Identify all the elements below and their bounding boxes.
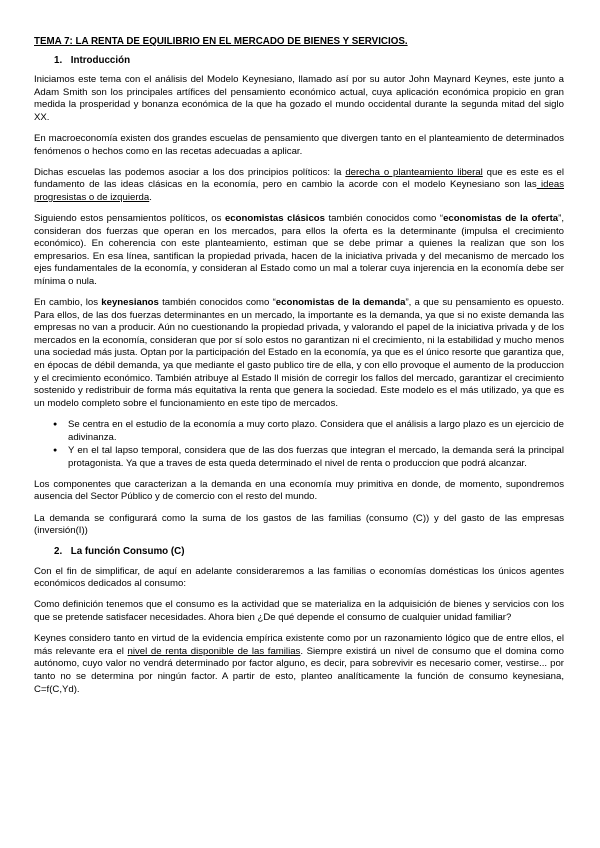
- paragraph-keynes-intro: Iniciamos este tema con el análisis del Modelo Keynesiano, llamado así por su autor John Maynard Keynes, este junto a Adam Smith son los principales artífices del pensamiento económico actual, cuya aplicación económica propicio en gran medida la prosperidad y bonanza económica de la que ha gozado el mundo occidental durante la segunda mitad del siglo XX.: [34, 74, 564, 123]
- document-title: TEMA 7: LA RENTA DE EQUILIBRIO EN EL MERCADO DE BIENES Y SERVICIOS.: [34, 36, 408, 47]
- paragraph-escuelas: En macroeconomía existen dos grandes escuelas de pensamiento que divergen tanto en el planteamiento de determinados fenómenos o hechos como en las recetas adecuadas a aplicar.: [34, 133, 564, 157]
- bold-keynesianos: keynesianos: [101, 297, 159, 309]
- bold-economistas-demanda: economistas de la demanda: [275, 297, 406, 309]
- paragraph-principios-politicos: Dichas escuelas las podemos asociar a los dos principios políticos: la derecha o planteamiento liberal que es este es el fundamento de las ideas clásicas en la economía, pero en cambio la acorde con el modelo Keynesiano son las ideas progresistas o de izquierda.: [34, 166, 565, 203]
- list-item: ● Se centra en el estudio de la economía a muy corto plazo. Considera que el análisis a largo plazo es un ejercicio de adivinanza.: [68, 419, 564, 444]
- section-title: Introducción: [70, 54, 131, 66]
- underlined-derecha: derecha o planteamiento liberal: [345, 166, 483, 178]
- bullet-list: [34, 419, 564, 470]
- paragraph-funcion-consumo: Keynes considero tanto en virtud de la evidencia empírica existente como por un razonamiento lógico que de entre ellos, el más relevante era el nivel de renta disponible de las familias. Siempre existirá un nivel de consumo que el domina como autónomo, cuyo valor no vendrá determinado por factor alguno, es decir, para sobrevivir es necesario comer, vestirse... por tanto no se determina por ningún factor. A partir de esto, planteo analíticamente la función de consumo keynesiana, C=f(C,Yd).: [34, 633, 564, 695]
- underlined-izquierda: ideas progresistas o de izquierda: [34, 179, 564, 203]
- paragraph-componentes: Los componentes que caracterizan a la demanda en una economía muy primitiva en donde, de momento, supondremos ausencia del Sector Público y de comercio con el resto del mundo.: [34, 478, 564, 503]
- paragraph-simplificar: Con el fin de simplificar, de aquí en adelante consideraremos a las familias o economías domésticas los únicos agentes económicos dedicados al consumo:: [34, 565, 564, 590]
- bold-economistas-oferta: economistas de la oferta: [443, 213, 559, 225]
- underlined-renta-disponible: nivel de renta disponible de las familias: [127, 645, 301, 657]
- section-number: 2.: [54, 546, 63, 558]
- paragraph-keynesianos: En cambio, los keynesianos también conocidos como “economistas de la demanda”, a que su pensamiento es opuesto. Para ellos, de las dos fuerzas determinantes en un mercado, la importante es la demanda, ya que si no existe demanda las empresas no van a producir. Aún no cuestionando la propiedad privada, y valorando el papel de la iniciativa privada y de los mercados en la economía, consideran que por sí solo estos no garantizan ni el crecimiento, ni la estabilidad y mucho menos una sociedad más justa. Optan por la participación del Estado en la economía, ya que es el único resorte que garantiza que, en épocas de débil demanda, ya que mediante el gasto publico tire de ella, y con ello provoque el aumento de la produccion y el crecimiento económico. También atribuye al Estado ll misión de corregir los fallos del mercado, garantizar el crecimiento sostenido y redistribuir de forma más equitativa la renta que genera la sociedad. Este modelo es el más utilizado, ya que es un modelo completo sobre el funcionamiento en este tipo de mercados.: [34, 297, 565, 409]
- section-title: La función Consumo (C): [70, 546, 185, 558]
- document-page: [34, 36, 564, 705]
- section-number: 1.: [54, 54, 63, 66]
- section-heading-consumo: [34, 546, 564, 559]
- paragraph-definicion-consumo: Como definición tenemos que el consumo es la actividad que se materializa en la adquisición de bienes y servicios con los que se pretende satisfacer necesidades. Ahora bien ¿De qué depende el consumo de cualquier unidad familiar?: [34, 599, 564, 624]
- paragraph-demanda: La demanda se configurará como la suma de los gastos de las familias (consumo (C)) y del gasto de las empresas (inversión(I)): [34, 512, 564, 537]
- paragraph-clasicos: Siguiendo estos pensamientos políticos, os economistas clásicos también conocidos como “economistas de la oferta”, consideran dos fuerzas que operan en los mercados, para ellos la oferta es la determinante (impulsa el crecimiento económico). En coherencia con este planteamiento, estiman que se debe primar a quienes la realizan que son los empresarios. En esa línea, santifican la propiedad privada, hacen de la iniciativa privada y del mecanismo de mercado los ejes fundamentales de la economía, y consideran al Estado como un mal a tolerar cuya injerencia en la economía debe ser mínima o nula.: [34, 213, 564, 287]
- bold-economistas-clasicos: economistas clásicos: [224, 213, 325, 225]
- list-item: ● Y en el tal lapso temporal, considera que de las dos fuerzas que integran el mercado, la demanda será la principal protagonista. Ya que a traves de esta queda determinado el nivel de renta o produccion que podrá alcanzar.: [68, 445, 564, 470]
- section-heading-introduccion: [34, 55, 564, 68]
